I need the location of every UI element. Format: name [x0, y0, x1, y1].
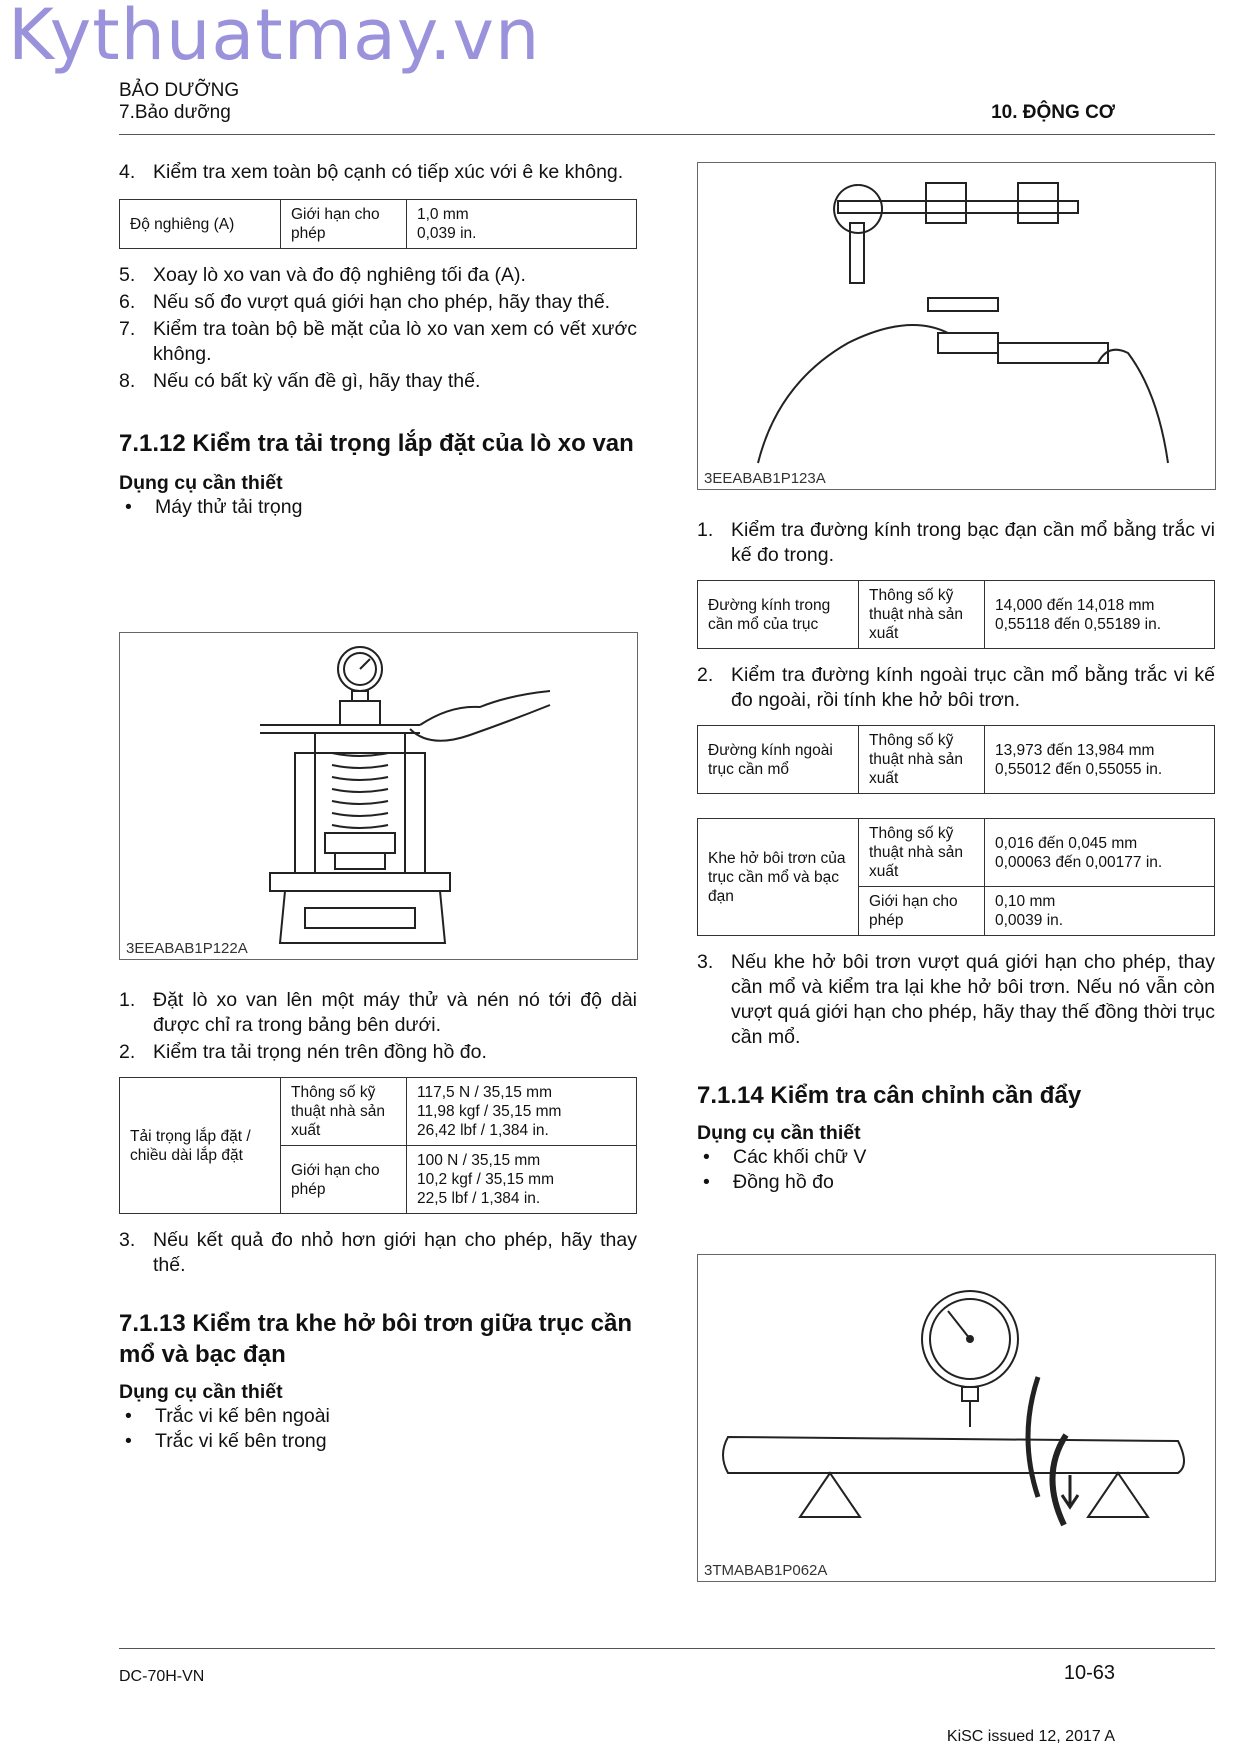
list-item: 1. Kiểm tra đường kính trong bạc đạn cần mổ bằng trắc vi kế đo trong. — [697, 519, 1215, 566]
list-item: 7. Kiểm tra toàn bộ bề mặt của lò xo van xem có vết xước không. — [119, 318, 637, 365]
table-cell: 14,000 đến 14,018 mm 0,55118 đến 0,55189 in. — [985, 581, 1215, 649]
micrometer-illustration — [698, 163, 1215, 489]
section-title-7-1-12: 7.1.12 Kiểm tra tải trọng lắp đặt của lò xo van — [119, 430, 634, 457]
steps-r-a — [697, 518, 1215, 568]
list-item: 3. Nếu kết quả đo nhỏ hơn giới hạn cho phép, hãy thay thế. — [119, 1229, 637, 1276]
list-item: • Trắc vi kế bên ngoài — [125, 1405, 330, 1427]
table-cell: Đường kính ngoài trục cần mổ — [698, 726, 859, 794]
tools-label: Dụng cụ cần thiết — [119, 1381, 283, 1403]
steps-b — [119, 263, 637, 394]
steps-r-c — [697, 950, 1215, 1050]
table-cell: Thông số kỹ thuật nhà sản xuất — [281, 1078, 407, 1146]
table-cell: Giới hạn cho phép — [281, 200, 407, 249]
tools-list — [697, 1145, 1215, 1195]
issue-note: KiSC issued 12, 2017 A — [946, 1728, 1115, 1745]
tools-label: Dụng cụ cần thiết — [697, 1122, 861, 1144]
header-rule — [119, 134, 1215, 135]
left-column-lower — [119, 988, 637, 1454]
left-column — [119, 160, 637, 520]
list-item: 1. Đặt lò xo van lên một máy thử và nén nó tới độ dài được chỉ ra trong bảng bên dưới. — [119, 989, 637, 1036]
list-item: 2. Kiểm tra đường kính ngoài trục cần mổ bằng trắc vi kế đo ngoài, rồi tính khe hở bôi trơn. — [697, 664, 1215, 711]
tilt-table — [119, 199, 637, 249]
table-cell: 1,0 mm 0,039 in. — [407, 200, 637, 249]
section-title-7-1-14: 7.1.14 Kiểm tra cân chỉnh cần đẩy — [697, 1082, 1082, 1109]
header-subsection: 7.Bảo dưỡng — [119, 102, 231, 123]
outer-diameter-table — [697, 725, 1215, 794]
list-item: • Đồng hồ đo — [703, 1171, 834, 1193]
page-header — [119, 80, 239, 124]
steps-c — [119, 988, 637, 1065]
list-item: 5. Xoay lò xo van và đo độ nghiêng tối đa (A). — [119, 264, 526, 286]
inner-diameter-table — [697, 580, 1215, 649]
right-column — [697, 518, 1215, 1195]
table-cell: 117,5 N / 35,15 mm 11,98 kgf / 35,15 mm 26,42 lbf / 1,384 in. — [407, 1078, 637, 1146]
table-cell: Độ nghiêng (A) — [120, 200, 281, 249]
tools-list — [119, 495, 637, 520]
load-table — [119, 1077, 637, 1214]
list-item: 8. Nếu có bất kỳ vấn đề gì, hãy thay thế. — [119, 370, 481, 392]
table-cell: Đường kính trong cần mổ của trục — [698, 581, 859, 649]
table-cell: Giới hạn cho phép — [859, 887, 985, 936]
steps-d — [119, 1228, 637, 1278]
section-title-7-1-13: 7.1.13 Kiểm tra khe hở bôi trơn giữa trục cần mổ và bạc đạn — [119, 1310, 632, 1368]
header-chapter: 10. ĐỘNG CƠ — [991, 102, 1115, 123]
tools-list — [119, 1404, 637, 1454]
clearance-table — [697, 818, 1215, 936]
table-cell: 100 N / 35,15 mm 10,2 kgf / 35,15 mm 22,5 lbf / 1,384 in. — [407, 1146, 637, 1214]
header-section: BẢO DƯỠNG — [119, 80, 240, 101]
footer-doc-code: DC-70H-VN — [119, 1668, 205, 1685]
figure-caption: 3EEABAB1P123A — [704, 470, 826, 487]
steps-r-b — [697, 663, 1215, 713]
list-item: • Trắc vi kế bên trong — [125, 1430, 327, 1452]
push-rod-figure — [697, 1254, 1216, 1582]
micrometer-figure — [697, 162, 1216, 490]
load-tester-figure — [119, 632, 638, 960]
table-cell: Giới hạn cho phép — [281, 1146, 407, 1214]
push-rod-illustration — [698, 1255, 1215, 1581]
tools-label: Dụng cụ cần thiết — [119, 472, 283, 494]
table-cell: Tải trọng lắp đặt / chiều dài lắp đặt — [120, 1078, 281, 1214]
table-cell: 13,973 đến 13,984 mm 0,55012 đến 0,55055 in. — [985, 726, 1215, 794]
figure-caption: 3TMABAB1P062A — [704, 1562, 828, 1579]
table-cell: Thông số kỹ thuật nhà sản xuất — [859, 726, 985, 794]
table-cell: 0,016 đến 0,045 mm 0,00063 đến 0,00177 in. — [985, 819, 1215, 887]
footer-rule — [119, 1648, 1215, 1649]
figure-caption: 3EEABAB1P122A — [126, 940, 248, 957]
watermark: Kythuatmay.vn — [8, 0, 541, 76]
list-item: 2. Kiểm tra tải trọng nén trên đồng hồ đo. — [119, 1041, 487, 1063]
list-item: 3. Nếu khe hở bôi trơn vượt quá giới hạn cho phép, thay cần mổ và kiểm tra lại khe hở bôi trơn. Nếu nó vẫn còn vượt quá giới hạn cho phép, hãy thay thế đồng thời trục cần mổ. — [697, 951, 1215, 1048]
table-cell: Thông số kỹ thuật nhà sản xuất — [859, 819, 985, 887]
page-number: 10-63 — [1063, 1662, 1115, 1684]
list-item: • Máy thử tải trọng — [125, 496, 303, 518]
table-cell: Thông số kỹ thuật nhà sản xuất — [859, 581, 985, 649]
list-item: 4. Kiểm tra xem toàn bộ cạnh có tiếp xúc với ê ke không. — [119, 161, 624, 183]
table-cell: Khe hở bôi trơn của trục cần mổ và bạc đạn — [698, 819, 859, 936]
table-cell: 0,10 mm 0,0039 in. — [985, 887, 1215, 936]
list-item: • Các khối chữ V — [703, 1146, 867, 1168]
steps-a — [119, 160, 637, 185]
load-tester-illustration — [120, 633, 637, 959]
list-item: 6. Nếu số đo vượt quá giới hạn cho phép, hãy thay thế. — [119, 291, 611, 313]
